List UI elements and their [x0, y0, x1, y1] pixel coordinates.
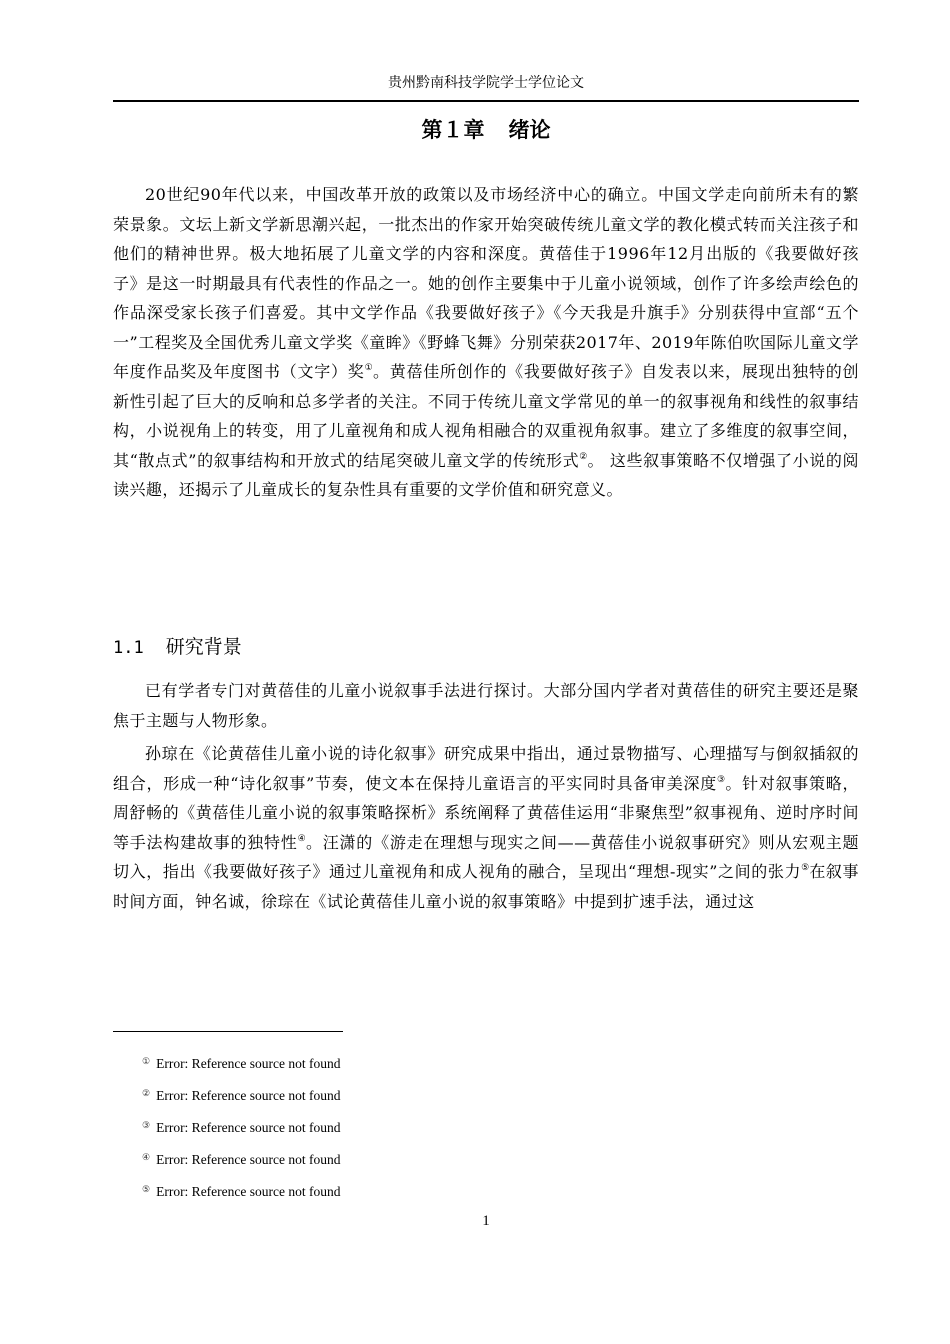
text-run: 20世纪90年代以来，中国改革开放的政策以及市场经济中心的确立。中国文学走向前所未有的繁荣景象。文坛上新文学新思潮兴起，一批杰出的作家开始突破传统儿童文学的教化模式转而关注孩子和他们的精神世界。极大地拓展了儿童文学的内容和深度。黄蓓佳于1996年12月出版的《我要做好孩子》是这一时期最具有代表性的作品之一。她的创作主要集中于儿童小说领域，创作了许多绘声绘色的作品深受家长孩子们喜爱。其中文学作品《我要做好孩子》《今天我是升旗手》分别获得中宣部“五个一”工程奖及全国优秀儿童文学奖《童眸》《野蜂飞舞》分别荣获2017年、2019年陈伯吹国际儿童文学年度作品奖及年度图书（文字）奖: [113, 185, 859, 381]
footnote-text: Error: Reference source not found: [156, 1056, 341, 1071]
chapter-title: [113, 114, 859, 146]
body-paragraph: 已有学者专门对黄蓓佳的儿童小说叙事手法进行探讨。大部分国内学者对黄蓓佳的研究主要还是聚焦于主题与人物形象。: [113, 681, 859, 730]
text-run: 孙琼在《论黄蓓佳儿童小说的诗化叙事》研究成果中指出，通过景物描写、心理描写与倒叙插叙的组合，形成一种“诗化叙事”节奏，使文本在保持儿童语言的平实同时具备审美深度: [113, 744, 859, 793]
text-run: 。黄蓓佳所创作的《我要做好孩子》自发表以来，展现出独特的创新性引起了巨大的反响和总多学者的关注。不同于传统儿童文学常见的单一的叙事视角和线性的叙事结构，小说视角上的转变，用了儿童视角和成人视角相融合的双重视角叙事。建立了多维度的叙事空间，其“散点式”的叙事结构和开放式的结尾突破儿童文学的传统形式: [113, 362, 859, 470]
footnote-ref-5[interactable]: ⑤: [801, 863, 810, 873]
footnote-ref-1[interactable]: ①: [364, 363, 373, 373]
footnote-separator: [113, 1031, 343, 1032]
footnote-mark: ③: [142, 1120, 151, 1130]
page-number: 1: [482, 1213, 490, 1229]
intro-paragraph: [113, 180, 859, 505]
running-header: 贵州黔南科技学院学士学位论文: [388, 75, 584, 91]
footnote-item: [142, 1112, 341, 1144]
header-rule: [113, 100, 859, 102]
text-run: 在叙事时间方面，钟名诚，徐琮在《试论黄蓓佳儿童小说的叙事策略》中提到扩速手法，通过这: [113, 862, 859, 911]
footnote-item: [142, 1048, 341, 1080]
footnote-text: Error: Reference source not found: [156, 1184, 341, 1199]
footnote-item: [142, 1176, 341, 1208]
text-run: 。 这些叙事策略不仅增强了小说的阅读兴趣，还揭示了儿童成长的复杂性具有重要的文学价值和研究意义。: [113, 450, 859, 499]
footnote-item: [142, 1080, 341, 1112]
footnote-item: [142, 1144, 341, 1176]
section-heading: [113, 632, 242, 663]
chapter-name: 绪论: [508, 118, 551, 142]
section-number: 1.1: [113, 638, 144, 658]
footnote-ref-4[interactable]: ④: [297, 833, 306, 844]
footnote-ref-2[interactable]: ②: [579, 451, 588, 462]
footnote-text: Error: Reference source not found: [156, 1088, 341, 1103]
text-run: 。针对叙事策略，周舒畅的《黄蓓佳儿童小说的叙事策略探析》系统阐释了黄蓓佳运用“非聚焦型”叙事视角、逆时序时间等手法构建故事的独特性: [113, 773, 859, 852]
footnote-list: [142, 1048, 341, 1208]
footnote-mark: ①: [142, 1056, 151, 1066]
chapter-number: 第１章: [421, 118, 485, 142]
footnote-ref-3[interactable]: ③: [716, 774, 726, 785]
body-paragraph: [113, 739, 859, 916]
text-run: 。汪潇的《游走在理想与现实之间——黄蓓佳小说叙事研究》则从宏观主题切入，指出《我要做好孩子》通过儿童视角和成人视角的融合，呈现出“理想-现实”之间的张力: [113, 832, 859, 881]
footnote-mark: ②: [142, 1088, 151, 1098]
footnote-text: Error: Reference source not found: [156, 1120, 341, 1135]
footnote-text: Error: Reference source not found: [156, 1152, 341, 1167]
footnote-mark: ④: [142, 1152, 151, 1162]
section-title: 研究背景: [165, 636, 242, 658]
footnote-mark: ⑤: [142, 1184, 151, 1194]
